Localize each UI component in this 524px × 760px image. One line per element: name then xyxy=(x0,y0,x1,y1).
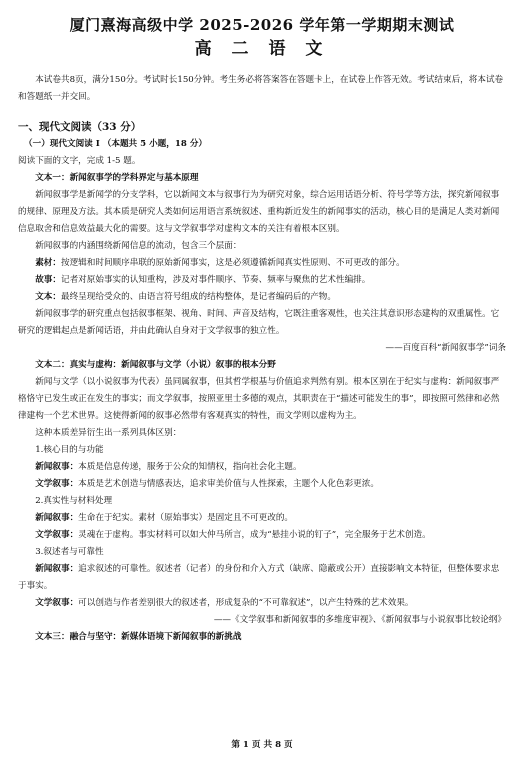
text3-heading: 文本三：融合与坚守：新媒体语境下新闻叙事的新挑战 xyxy=(35,632,242,642)
text1-para: 新闻叙事学是新闻学的分支学科，它以新闻文本与叙事行为为研究对象，综合运用话语分析、符号学等方法，探究新闻叙事的规律、原理及方法。其本质是研究人类如何运用语言系统叙述、重构新近发生的新闻事实的活动，核心目的是满足人类对新闻信息取舍和信息效益最大化的需要。这与文学叙事学对虚构文本的关注有着根本区别。 xyxy=(18,190,500,234)
section-heading: 一、现代文阅读（33 分） xyxy=(18,121,142,133)
news-label: 新闻叙事： xyxy=(35,462,79,472)
text1-item xyxy=(18,289,506,306)
page-footer: 第 1 页 共 8 页 xyxy=(231,740,293,750)
text1-heading: 文本一：新闻叙事学的学科界定与基本原理 xyxy=(35,173,199,183)
lit-text: 本质是艺术创造与情感表达，追求审美价值与人性探索，主题个人化色彩更浓。 xyxy=(78,479,379,489)
text1-source: ——百度百科“新闻叙事学”词条 xyxy=(385,343,506,353)
text2-para: 这种本质差异衍生出一系列具体区别： xyxy=(35,428,182,438)
reading-instruction: 阅读下面的文字，完成 1-5 题。 xyxy=(18,156,141,166)
news-text: 追求叙述的可靠性。叙述者（记者）的身份和介入方式（缺席、隐蔽或公开）直接影响文本特征，但整体要求忠于事实。 xyxy=(18,564,500,591)
section-subheading: （一）现代文阅读 I （本题共 5 小题，18 分） xyxy=(24,139,208,149)
exam-notice: 本试卷共8页，满分150分。考试时长150分钟。考生务必将答案答在答题卡上，在试卷上作答无效。考试结束后，将本试卷和答题纸一并交回。 xyxy=(18,75,504,102)
item-text: 记者对原始事实的认知重构，涉及对事件顺序、节奏、频率与聚焦的艺术性编排。 xyxy=(60,275,371,285)
text2-heading: 文本二：真实与虚构：新闻叙事与文学（小说）叙事的根本分野 xyxy=(35,360,276,370)
news-label: 新闻叙事： xyxy=(35,513,79,523)
point-news xyxy=(18,561,506,595)
point-title: 1.核心目的与功能 xyxy=(35,445,104,455)
item-text: 按逻辑和时间顺序串联的原始新闻事实，这是必须遵循新闻真实性原则、不可更改的部分。 xyxy=(60,258,405,268)
point-title: 2.真实性与材料处理 xyxy=(35,496,113,506)
lit-label: 文学叙事： xyxy=(35,530,79,540)
item-text: 最终呈现给受众的、由语言符号组成的结构整体，是记者编码后的产物。 xyxy=(60,292,336,302)
item-term: 故事： xyxy=(35,275,61,285)
exam-title: 厦门熹海高级中学 2025-2026 学年第一学期期末测试 xyxy=(69,16,455,34)
news-text: 本质是信息传递，服务于公众的知情权，指向社会化主题。 xyxy=(78,462,302,472)
item-term: 素材： xyxy=(35,258,61,268)
text1-item xyxy=(18,255,506,272)
lit-text: 灵魂在于虚构。事实材料可以如大仲马所言，成为“悬挂小说的钉子”，完全服务于艺术创造。 xyxy=(78,530,431,540)
text1-para: 新闻叙事的内涵围绕新闻信息的流动，包含三个层面： xyxy=(35,241,242,251)
item-term: 文本： xyxy=(35,292,61,302)
point-lit xyxy=(18,527,506,544)
lit-text: 可以创造与作者差别很大的叙述者，形成复杂的“不可靠叙述”，以产生特殊的艺术效果。 xyxy=(78,598,414,608)
lit-label: 文学叙事： xyxy=(35,479,79,489)
point-lit xyxy=(18,476,506,493)
text1-para: 新闻叙事学的研究重点包括叙事框架、视角、时间、声音及结构，它既注重客观性，也关注其意识形态建构的双重属性。它研究的逻辑起点是新闻话语，并由此确认自身对于文学叙事的独立性。 xyxy=(18,309,500,336)
news-text: 生命在于纪实。素材（原始事实）是固定且不可更改的。 xyxy=(78,513,294,523)
text2-para: 新闻与文学（以小说叙事为代表）虽同属叙事，但其哲学根基与价值追求判然有别。根本区别在于纪实与虚构：新闻叙事严格恪守已发生或正在发生的事实；而文学叙事，按照亚里士多德的观点，其职责在于“描述可能发生的事”，即按照可然律和必然律建构一个艺术世界。这使得新闻的叙事必然带有客观真实的特性，而文学则以虚构为主。 xyxy=(18,377,500,421)
text2-source: ——《文学叙事和新闻叙事的多维度审视》、《新闻叙事与小说叙事比较论纲》 xyxy=(213,615,506,625)
point-news xyxy=(18,459,506,476)
point-lit xyxy=(18,595,506,612)
lit-label: 文学叙事： xyxy=(35,598,79,608)
news-label: 新闻叙事： xyxy=(35,564,79,574)
point-title: 3.叙述者与可靠性 xyxy=(35,547,104,557)
text1-item xyxy=(18,272,506,289)
point-news xyxy=(18,510,506,527)
subject-title: 高 二 语 文 xyxy=(194,39,330,59)
